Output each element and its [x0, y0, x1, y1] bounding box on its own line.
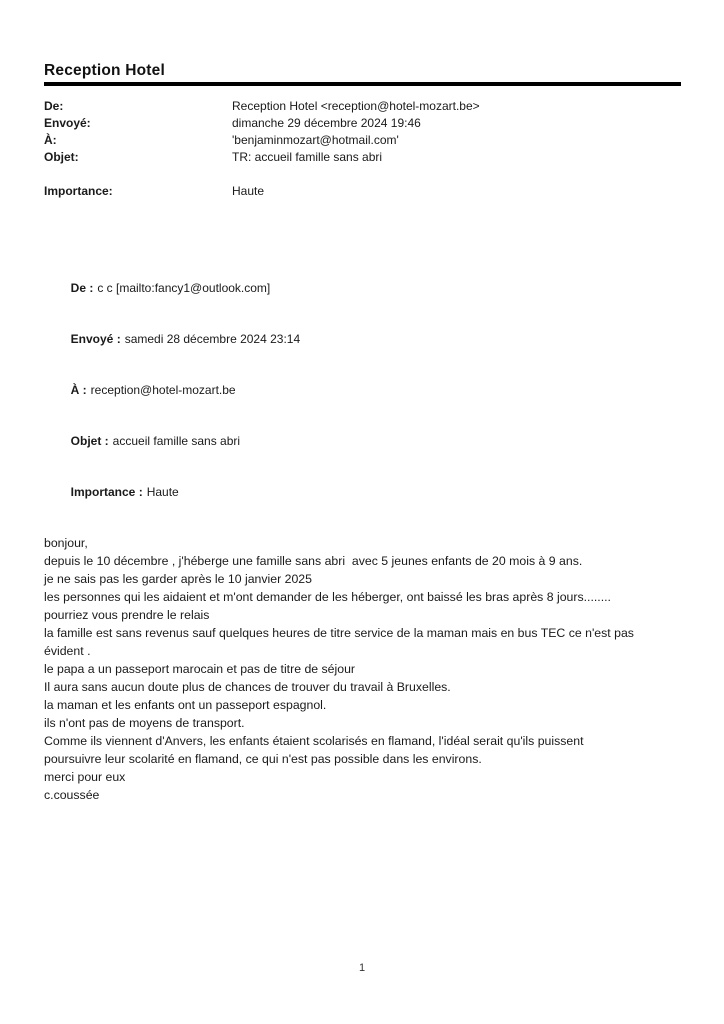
forwarded-value-from: c c [mailto:fancy1@outlook.com]: [97, 281, 271, 295]
document-content: [44, 62, 681, 804]
body-line: la maman et les enfants ont un passeport espagnol.: [44, 698, 327, 712]
header-label-subject: Objet:: [44, 150, 79, 164]
header-label-sent: Envoyé:: [44, 116, 91, 130]
page-number: 1: [358, 962, 366, 974]
forwarded-label-sent: Envoyé :: [70, 332, 121, 346]
header-label-from: De:: [44, 99, 64, 113]
header-label-importance: Importance:: [44, 184, 113, 198]
body-line: Comme ils viennent d'Anvers, les enfants étaient scolarisés en flamand, l'idéal serait qu'ils puissent: [44, 734, 584, 748]
forwarded-email-header: [44, 263, 681, 518]
forwarded-value-importance: Haute: [146, 485, 179, 499]
body-line: c.coussée: [44, 788, 100, 802]
header-row-importance: [44, 183, 681, 200]
forwarded-value-subject: accueil famille sans abri: [112, 434, 241, 448]
forwarded-header-to: [44, 365, 681, 416]
forwarded-label-from: De :: [70, 281, 94, 295]
header-value-to: 'benjaminmozart@hotmail.com': [232, 133, 399, 147]
body-line: les personnes qui les aidaient et m'ont demander de les héberger, ont baissé les bras après 8 jours........: [44, 590, 611, 604]
body-line: je ne sais pas les garder après le 10 janvier 2025: [44, 572, 312, 586]
forwarded-label-to: À :: [70, 383, 87, 397]
header-label-to: À:: [44, 133, 57, 147]
title-rule: [44, 82, 681, 86]
body-line: le papa a un passeport marocain et pas de titre de séjour: [44, 662, 356, 676]
header-row-to: [44, 132, 681, 149]
header-value-subject: TR: accueil famille sans abri: [232, 150, 383, 164]
header-value-from: Reception Hotel <reception@hotel-mozart.be>: [232, 99, 480, 113]
header-row-subject: [44, 149, 681, 166]
body-line: évident .: [44, 644, 91, 658]
header-value-sent: dimanche 29 décembre 2024 19:46: [232, 116, 421, 130]
page-title: Reception Hotel: [44, 62, 165, 79]
forwarded-label-subject: Objet :: [70, 434, 109, 448]
body-line: pourriez vous prendre le relais: [44, 608, 210, 622]
header-value-importance: Haute: [232, 184, 265, 198]
body-line: merci pour eux: [44, 770, 126, 784]
forwarded-value-to: reception@hotel-mozart.be: [90, 383, 236, 397]
email-header: [44, 98, 681, 200]
header-row-sent: [44, 115, 681, 132]
body-line: depuis le 10 décembre , j'héberge une famille sans abri avec 5 jeunes enfants de 20 mois à 9 ans.: [44, 554, 583, 568]
body-line: poursuivre leur scolarité en flamand, ce qui n'est pas possible dans les environs.: [44, 752, 482, 766]
forwarded-header-sent: [44, 314, 681, 365]
forwarded-header-subject: [44, 416, 681, 467]
forwarded-header-importance: [44, 467, 681, 518]
body-line: Il aura sans aucun doute plus de chances de trouver du travail à Bruxelles.: [44, 680, 451, 694]
header-row-from: [44, 98, 681, 115]
body-line: ils n'ont pas de moyens de transport.: [44, 716, 245, 730]
body-line: la famille est sans revenus sauf quelques heures de titre service de la maman mais en bus TEC ce n'est pas: [44, 626, 634, 640]
forwarded-label-importance: Importance :: [70, 485, 143, 499]
email-body: [44, 534, 681, 804]
body-line: bonjour,: [44, 536, 88, 550]
forwarded-value-sent: samedi 28 décembre 2024 23:14: [124, 332, 301, 346]
forwarded-header-from: [44, 263, 681, 314]
